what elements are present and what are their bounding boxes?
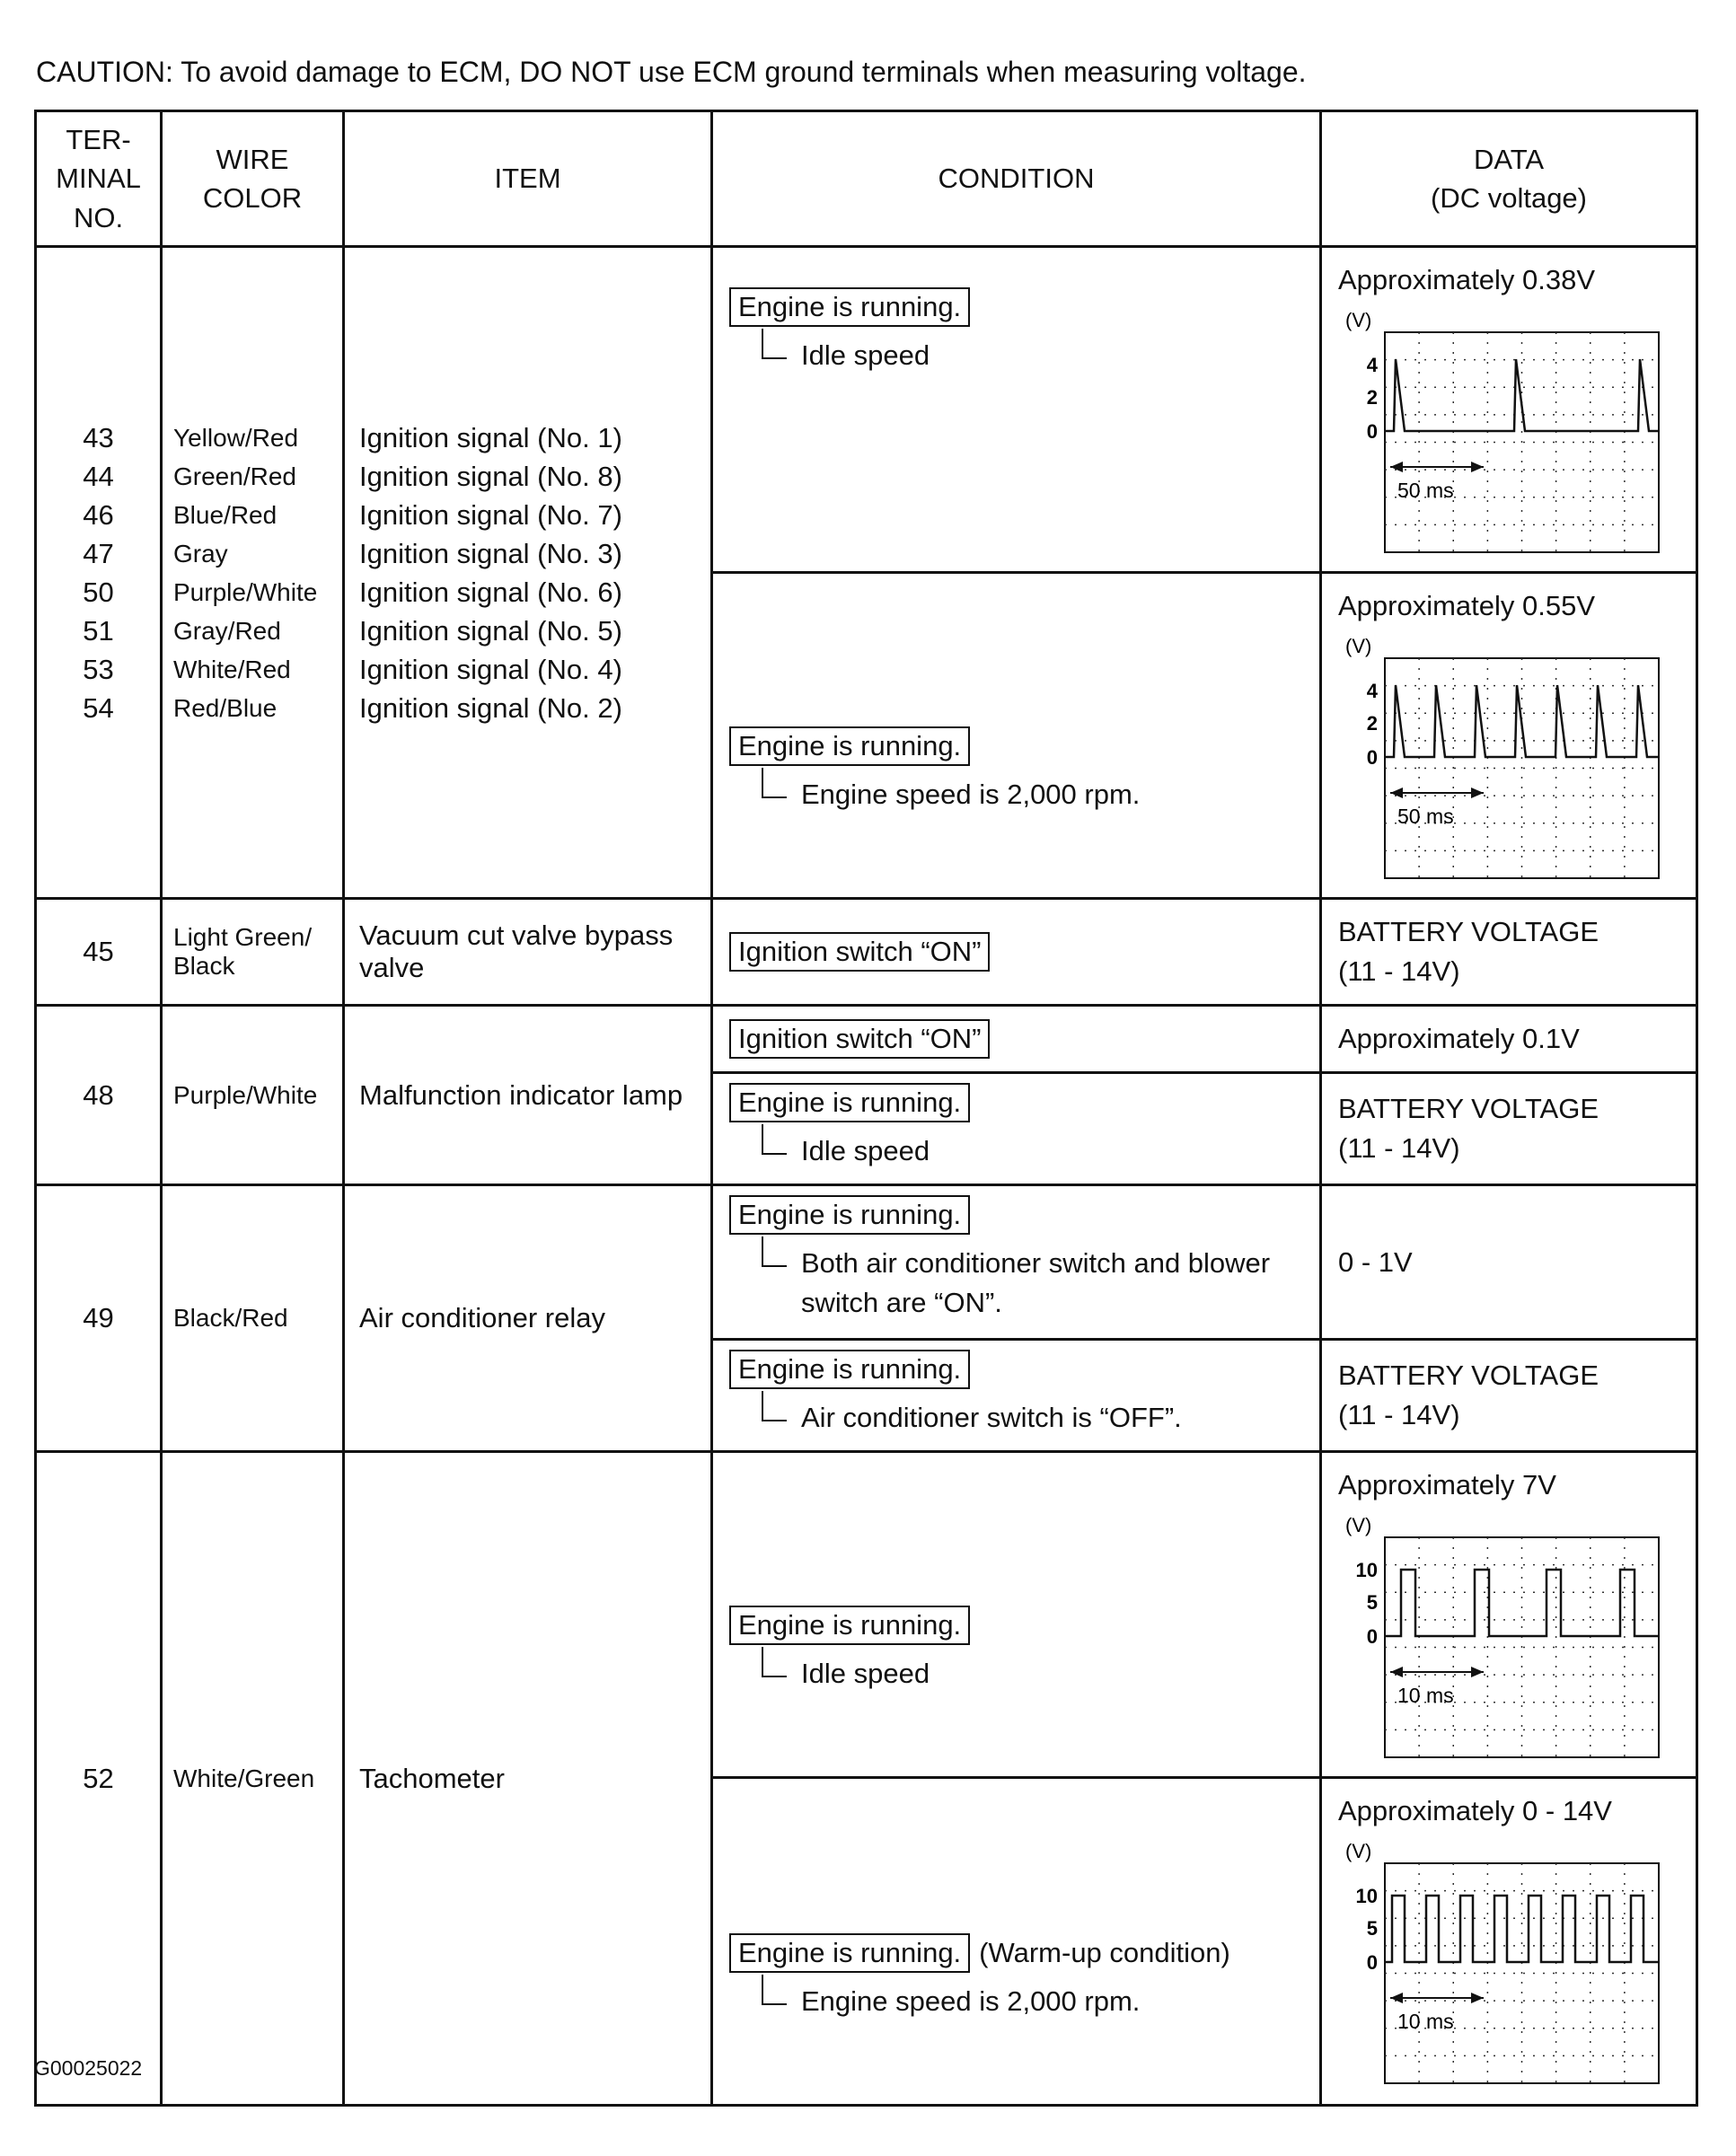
condition-label: Engine is running. [729,1083,970,1122]
scope-time-label: 50 ms [1397,805,1454,828]
scope-unit-label: (V) [1345,309,1372,331]
row-49-a [36,1185,1697,1340]
scope-waveform [1385,685,1659,757]
waveform-ignition-idle [1338,307,1679,559]
wire-color: Purple/White [162,1006,344,1185]
item-name: Ignition signal (No. 3) [359,537,622,569]
condition-label: Ignition switch “ON” [729,932,990,972]
terminal-no: 46 [83,498,114,531]
scope-tick-label: 2 [1366,712,1378,735]
data-cell [1321,1073,1697,1185]
ignition-items [344,247,712,899]
scope-tick-label: 5 [1366,1591,1378,1614]
wire-color: Yellow/Red [173,423,299,452]
condition-cell [712,573,1321,899]
header-wire-line: WIRE [216,143,289,175]
item-name: Malfunction indicator lamp [344,1006,712,1185]
condition-cell [712,1073,1321,1185]
scope-unit-label: (V) [1345,1514,1372,1536]
wire-color: Gray [173,539,228,568]
scope-arrowhead [1390,788,1403,798]
condition-cell [712,1185,1321,1340]
header-data [1321,111,1697,247]
condition-label: Engine is running. [729,1195,970,1235]
data-value: BATTERY VOLTAGE [1338,1093,1599,1124]
data-value: Approximately 0.38V [1338,264,1596,295]
waveform-tachometer-idle [1338,1512,1679,1764]
scope-tick-label: 0 [1366,746,1378,769]
scope-tick-label: 4 [1366,680,1378,702]
item-name: Vacuum cut valve bypass valve [344,899,712,1006]
condition-label: Engine is running. [729,1606,970,1645]
condition-note: (Warm-up condition) [979,1937,1230,1968]
data-cell [1321,247,1697,573]
item-name: Air conditioner relay [344,1185,712,1452]
wire-color: Light Green/ Black [162,899,344,1006]
header-row [36,111,1697,247]
data-value: Approximately 0.1V [1338,1023,1580,1054]
data-value: BATTERY VOLTAGE [1338,1360,1599,1391]
condition-sub: Idle speed [762,336,1307,375]
data-cell [1321,1185,1697,1340]
terminal-no: 52 [36,1452,162,2106]
header-terminal-line: MINAL [56,163,141,195]
ignition-row-a [36,247,1697,573]
waveform-tachometer-2000rpm [1338,1838,1679,2090]
condition-cell [712,1452,1321,1778]
data-value: (11 - 14V) [1338,1399,1460,1430]
scope-waveform [1385,1570,1659,1636]
data-cell [1321,1778,1697,2106]
scope-tick-label: 10 [1355,1559,1378,1581]
data-value: Approximately 0.55V [1338,590,1596,621]
scope-time-label: 10 ms [1397,2010,1454,2033]
terminal-no: 51 [83,614,114,647]
condition-cell [712,899,1321,1006]
condition-sub: Engine speed is 2,000 rpm. [762,775,1307,814]
condition-label: Engine is running. [729,726,970,766]
header-data-line: (DC voltage) [1431,182,1587,214]
header-condition: CONDITION [712,111,1321,247]
caution-note: CAUTION: To avoid damage to ECM, DO NOT use ECM ground terminals when measuring voltage. [36,56,1307,88]
wire-color: Gray/Red [173,616,281,645]
condition-sub: Idle speed [762,1131,1307,1171]
scope-waveform [1385,1896,1659,1962]
scope-tick-label: 10 [1355,1885,1378,1907]
scope-unit-label: (V) [1345,1840,1372,1862]
wire-color: White/Green [162,1452,344,2106]
terminal-no: 54 [83,691,114,724]
condition-label: Ignition switch “ON” [729,1019,990,1059]
figure-code: G00025022 [34,2056,143,2080]
terminal-no: 44 [83,460,114,492]
terminal-no: 48 [36,1006,162,1185]
wire-color: Purple/White [173,577,318,606]
scope-arrowhead [1390,1667,1403,1677]
condition-sub: Idle speed [762,1654,1307,1694]
header-terminal-line: TER- [66,123,131,155]
header-item: ITEM [344,111,712,247]
condition-label: Engine is running. [729,1350,970,1389]
data-cell [1321,1452,1697,1778]
condition-cell [712,1006,1321,1073]
scope-unit-label: (V) [1345,635,1372,657]
data-value: 0 - 1V [1338,1245,1413,1278]
terminal-no: 50 [83,576,114,608]
header-wire [162,111,344,247]
condition-cell [712,1778,1321,2106]
scope-arrowhead [1471,1667,1484,1677]
ignition-terminals [36,247,162,899]
terminal-no: 53 [83,653,114,685]
scope-tick-label: 0 [1366,1625,1378,1648]
scope-time-label: 50 ms [1397,479,1454,502]
condition-sub: Air conditioner switch is “OFF”. [762,1398,1307,1438]
terminal-no: 45 [36,899,162,1006]
ecm-terminal-table [34,110,1698,2107]
header-data-line: DATA [1473,143,1545,175]
condition-cell [712,1340,1321,1452]
scope-waveform [1385,359,1659,431]
condition-sub: Both air conditioner switch and blower switch are “ON”. [762,1244,1307,1323]
data-value: (11 - 14V) [1338,955,1460,987]
wire-color: Blue/Red [173,500,278,529]
item-name: Tachometer [344,1452,712,2106]
item-name: Ignition signal (No. 2) [359,691,622,724]
condition-sub: Engine speed is 2,000 rpm. [762,1982,1307,2021]
wire-color: Black/Red [162,1185,344,1452]
terminal-no: 49 [36,1185,162,1452]
condition-label: Engine is running. [729,287,970,327]
condition-label: Engine is running. [729,1933,970,1973]
scope-arrowhead [1390,462,1403,472]
data-cell [1321,1340,1697,1452]
data-value: Approximately 7V [1338,1469,1556,1500]
item-name: Ignition signal (No. 5) [359,614,622,647]
row-48-a [36,1006,1697,1073]
scope-time-label: 10 ms [1397,1684,1454,1707]
terminal-no: 43 [83,421,114,453]
data-value: (11 - 14V) [1338,1132,1460,1164]
data-value: Approximately 0 - 14V [1338,1795,1612,1826]
header-terminal [36,111,162,247]
wire-color: Red/Blue [173,693,278,722]
item-name: Ignition signal (No. 8) [359,460,622,492]
scope-tick-label: 0 [1366,1951,1378,1974]
scope-tick-label: 4 [1366,354,1378,376]
item-name: Ignition signal (No. 6) [359,576,622,608]
wire-color: White/Red [173,655,291,683]
waveform-ignition-2000rpm [1338,633,1679,884]
terminal-no: 47 [83,537,114,569]
data-value: BATTERY VOLTAGE [1338,916,1599,947]
data-cell [1321,899,1697,1006]
header-wire-line: COLOR [202,182,303,214]
row-45 [36,899,1697,1006]
scope-arrowhead [1390,1993,1403,2003]
header-terminal-line: NO. [73,201,124,233]
ignition-wires [162,247,344,899]
scope-arrowhead [1471,788,1484,798]
item-name: Ignition signal (No. 1) [359,421,622,453]
scope-tick-label: 5 [1366,1917,1378,1940]
scope-arrowhead [1471,462,1484,472]
scope-tick-label: 2 [1366,386,1378,409]
data-cell [1321,573,1697,899]
scope-arrowhead [1471,1993,1484,2003]
row-52-a [36,1452,1697,1778]
data-cell [1321,1006,1697,1073]
item-name: Ignition signal (No. 4) [359,653,622,685]
wire-color: Green/Red [173,462,296,490]
item-name: Ignition signal (No. 7) [359,498,622,531]
condition-cell [712,247,1321,573]
scope-tick-label: 0 [1366,420,1378,443]
